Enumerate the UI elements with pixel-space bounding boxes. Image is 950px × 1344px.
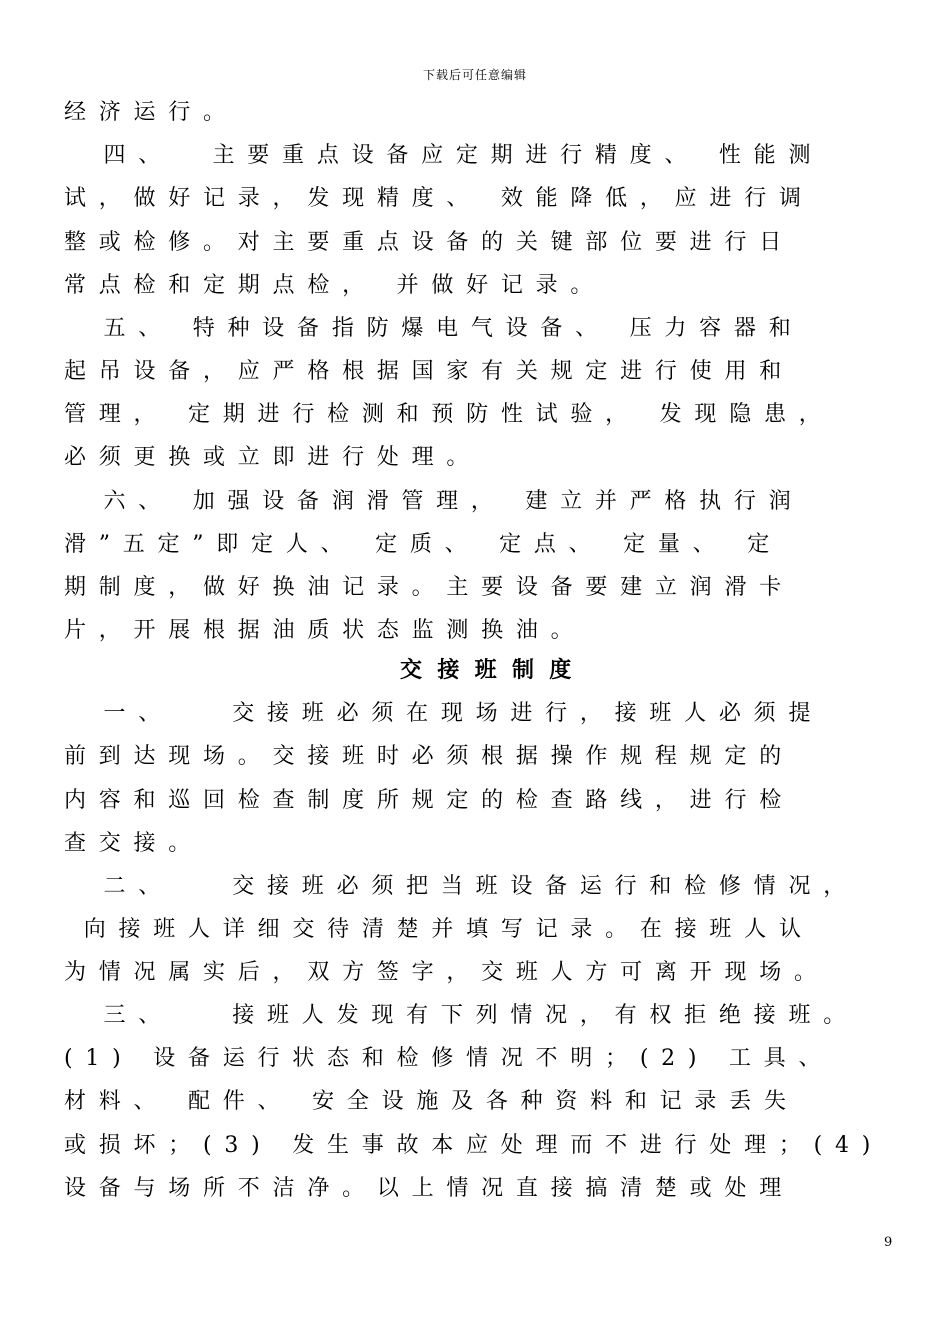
text-line: 试，做好记录，发现精度、 效能降低，应进行调 [64, 186, 814, 211]
text-line: 或损坏；(3) 发生事故本应处理而不进行处理；(4) [64, 1133, 884, 1158]
text-line: 六、 加强设备润滑管理， 建立并严格执行润 [64, 489, 804, 514]
text-line: 内容和巡回检查制度所规定的检查路线，进行检 [64, 788, 794, 813]
text-line: 经济运行。 [64, 100, 238, 125]
text-line: (1) 设备运行状态和检修情况不明；(2) 工具、 [64, 1046, 834, 1071]
text-line: 查交接。 [64, 831, 204, 856]
text-line: 向接班人详细交待清楚并填写记录。在接班人认 [64, 917, 814, 942]
section-title: 交 接 班 制 度 [400, 658, 572, 683]
text-line: 片，开展根据油质状态监测换油。 [64, 618, 586, 643]
page-header: 下载后可任意编辑 [422, 68, 527, 82]
text-line: 必须更换或立即进行处理。 [64, 445, 482, 470]
page-number: 9 [884, 1235, 893, 1250]
text-line: 二、 交接班必须把当班设备运行和检修情况， [64, 874, 858, 899]
text-line: 滑”五定”即定人、 定质、 定点、 定量、 定 [64, 532, 782, 557]
text-line: 设备与场所不洁净。以上情况直接搞清楚或处理 [64, 1176, 794, 1201]
text-line: 期制度，做好换油记录。主要设备要建立润滑卡 [64, 575, 794, 600]
text-line: 材料、 配件、 安全设施及各种资料和记录丢失 [64, 1089, 799, 1114]
text-line: 起吊设备，应严格根据国家有关规定进行使用和 [64, 359, 794, 384]
text-line: 整或检修。对主要重点设备的关键部位要进行日 [64, 230, 794, 255]
text-line: 管理， 定期进行检测和预防性试验， 发现隐患， [64, 402, 834, 427]
text-line: 前到达现场。交接班时必须根据操作规程规定的 [64, 744, 794, 769]
text-line: 五、 特种设备指防爆电气设备、 压力容器和 [64, 316, 804, 341]
text-line: 四、 主要重点设备应定期进行精度、 性能测 [64, 143, 824, 168]
text-line: 一、 交接班必须在现场进行，接班人必须提 [64, 701, 824, 726]
text-line: 三、 接班人发现有下列情况，有权拒绝接班。 [64, 1003, 858, 1028]
text-line: 为情况属实后，双方签字，交班人方可离开现场。 [64, 960, 829, 985]
text-line: 常点检和定期点检， 并做好记录。 [64, 273, 606, 298]
